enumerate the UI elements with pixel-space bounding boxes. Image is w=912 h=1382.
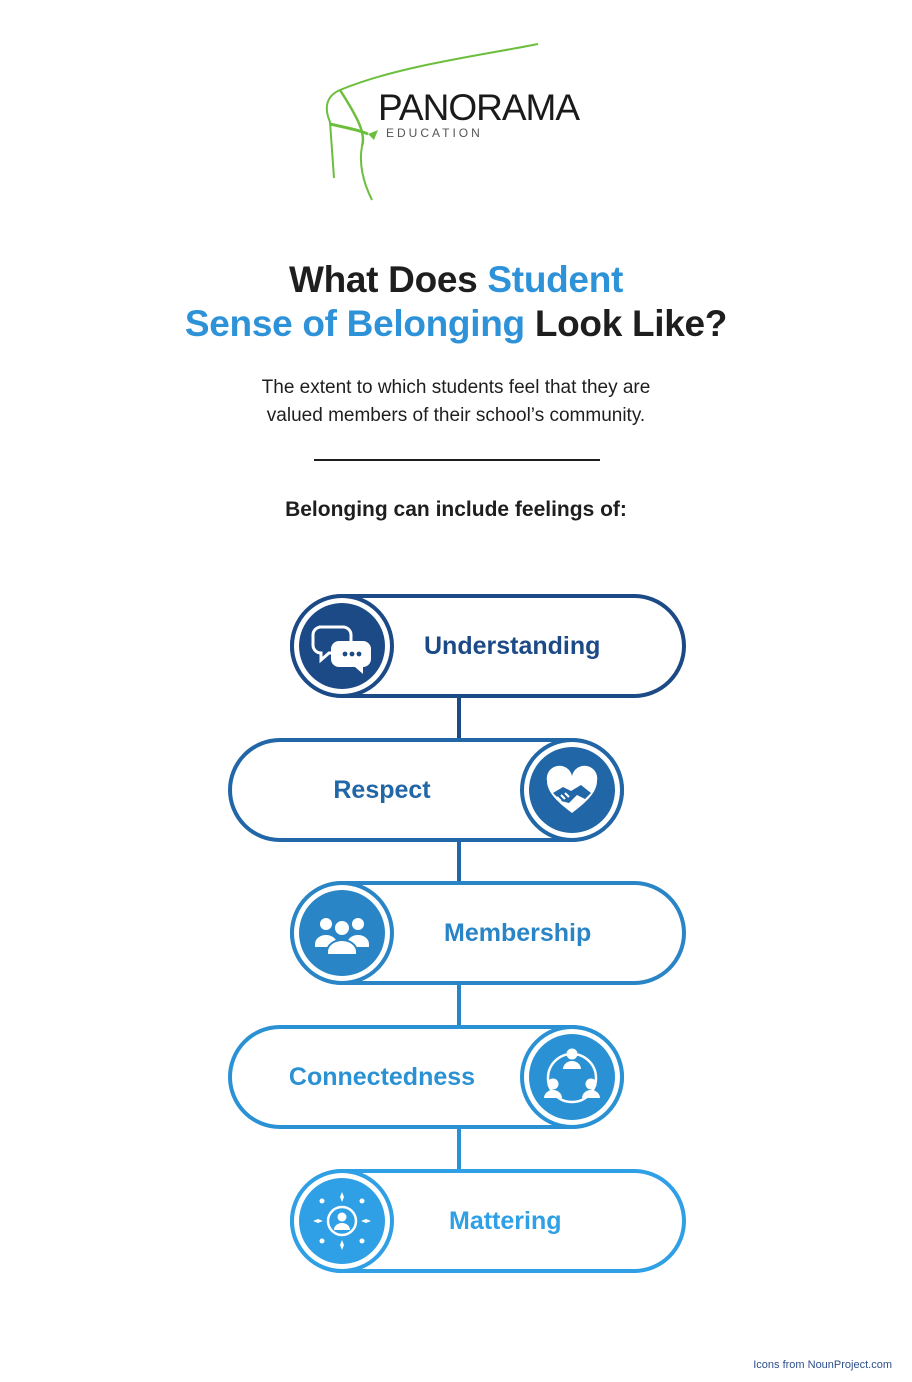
- understanding-icon-circle: [290, 594, 394, 698]
- heart-handshake-icon: [529, 747, 615, 833]
- title-part-4: Look Like?: [534, 303, 728, 344]
- connected-people-icon: [529, 1034, 615, 1120]
- item-label: Membership: [444, 919, 592, 947]
- speech-bubbles-icon: [299, 603, 385, 689]
- item-label: Mattering: [449, 1207, 562, 1235]
- connector-3: [457, 984, 461, 1026]
- definition-text: [0, 374, 912, 430]
- definition-line-1: The extent to which students feel that they are: [261, 377, 651, 398]
- connectedness-icon-circle: [520, 1025, 624, 1129]
- divider: [314, 459, 600, 461]
- title-part-2: Student: [487, 259, 624, 300]
- item-label: Understanding: [424, 632, 601, 660]
- logo-wordmark: PANORAMA: [378, 87, 580, 128]
- belonging-item-understanding: [290, 594, 686, 698]
- mattering-icon-circle: [290, 1169, 394, 1273]
- connector-1: [457, 698, 461, 740]
- membership-icon-circle: [290, 881, 394, 985]
- logo-subtext: EDUCATION: [386, 126, 483, 140]
- item-label: Connectedness: [288, 1063, 476, 1091]
- title-part-1: What Does: [288, 259, 478, 300]
- respect-icon-circle: [520, 738, 624, 842]
- person-spotlight-icon: [299, 1178, 385, 1264]
- title-part-3: Sense of Belonging: [184, 303, 525, 344]
- icon-credit: Icons from NounProject.com: [753, 1359, 892, 1371]
- connector-2: [457, 841, 461, 883]
- lead-text: Belonging can include feelings of:: [285, 498, 627, 521]
- item-label: Respect: [333, 776, 431, 804]
- connector-4: [457, 1128, 461, 1170]
- belonging-item-membership: [290, 881, 686, 985]
- definition-line-2: valued members of their school’s community.: [266, 405, 646, 426]
- panorama-logo: [318, 38, 608, 208]
- belonging-item-mattering: [290, 1169, 686, 1273]
- belonging-item-connectedness: [228, 1025, 624, 1129]
- group-people-icon: [299, 890, 385, 976]
- page-title: [0, 258, 912, 346]
- belonging-item-respect: [228, 738, 624, 842]
